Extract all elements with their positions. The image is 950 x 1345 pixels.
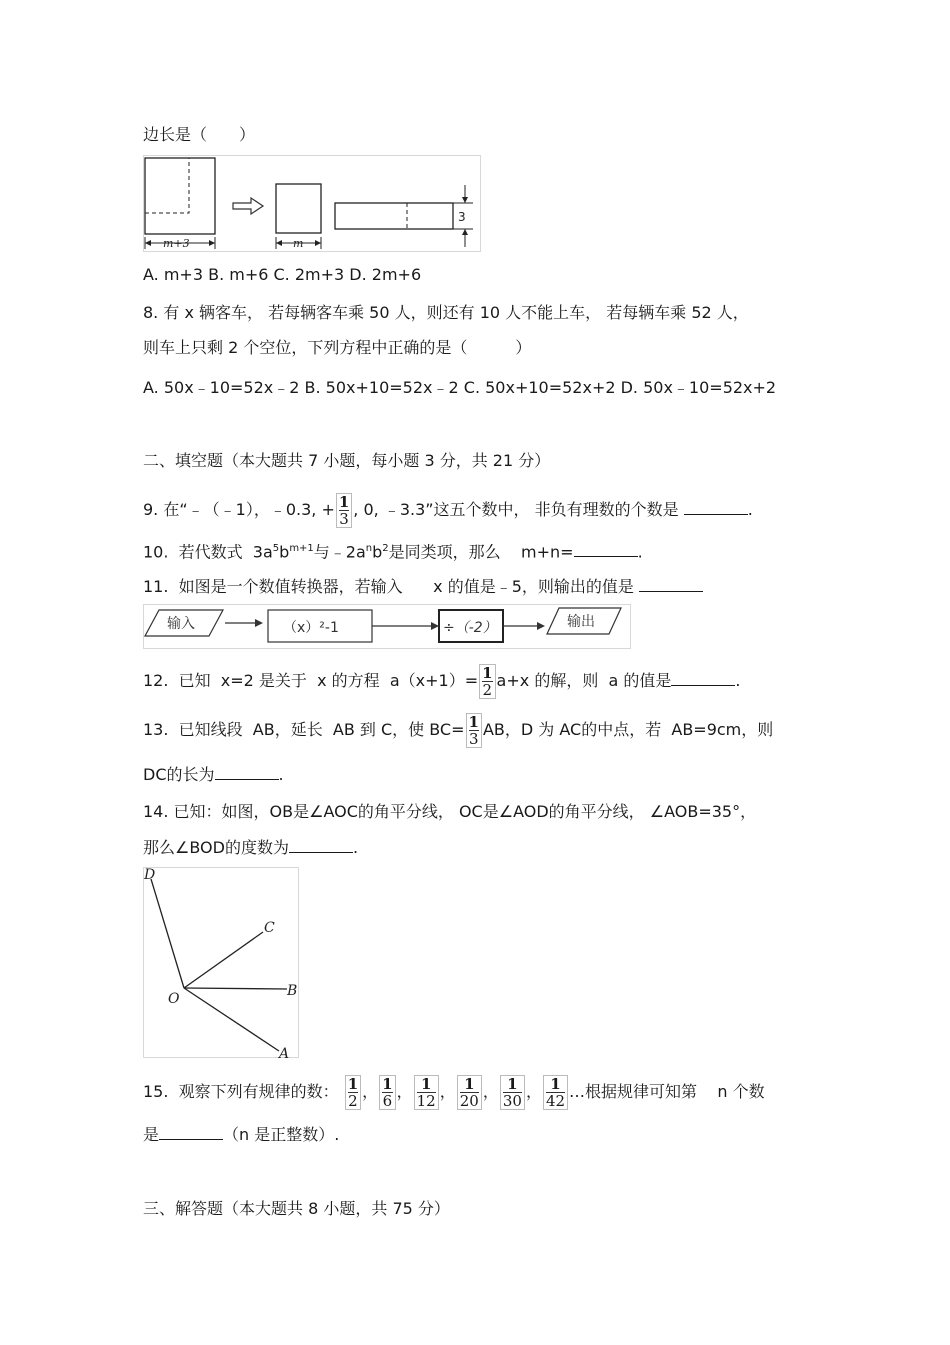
q15-fraction-1: $\frac{1}{2}$: [345, 1075, 361, 1110]
label-m3: m+3: [163, 237, 190, 250]
q14-angle-figure: [143, 867, 303, 1060]
q15-fraction-2: $\frac{1}{6}$: [379, 1075, 395, 1110]
q13: 13. 已知线段 AB，延长 AB 到 C，使 BC= $\frac{1}{3}$ AB，D 为 AC的中点，若 AB=9cm，则: [143, 713, 774, 748]
svg-text:B: B: [287, 983, 298, 999]
q12-answer-blank[interactable]: [671, 671, 735, 686]
q15-fraction-5: $\frac{1}{30}$: [500, 1075, 525, 1110]
q9-after: , 0, ﹣3.3”这五个数中， 非负有理数的个数是: [353, 500, 679, 519]
q14-line2: 那么∠BOD的度数为 .: [143, 838, 359, 857]
q7-options: A. m+3 B. m+6 C. 2m+3 D. 2m+6: [143, 265, 422, 284]
label-3: 3: [458, 210, 466, 224]
q8-line2: 则车上只剩 2 个空位，下列方程中正确的是（ ）: [143, 338, 532, 357]
ray-oc: [184, 932, 263, 988]
q9-fraction: $\frac{1}{3}$: [336, 493, 352, 528]
q12: 12. 已知 x=2 是关于 x 的方程 a（x+1）= $\frac{1}{2}$ a+x 的解，则 a 的值是 .: [143, 664, 741, 699]
q15-fraction-3: $\frac{1}{12}$: [414, 1075, 439, 1110]
q11-converter-figure: [143, 604, 633, 650]
q11-answer-blank[interactable]: [639, 577, 703, 592]
q14-line1: 14. 已知：如图，OB是∠AOC的角平分线， OC是∠AOD的角平分线， ∠AOB=35°，: [143, 802, 757, 821]
q9: 9. 在“﹣（﹣1），﹣0.3, + $\frac{1}{3}$ , 0, ﹣3.3”这五个数中， 非负有理数的个数是 .: [143, 493, 753, 528]
output-label: 输出: [567, 614, 595, 630]
section3-title: 三、解答题（本大题共 8 小题，共 75 分）: [143, 1199, 450, 1218]
ray-oa: [184, 988, 279, 1051]
q11: 11. 如图是一个数值转换器，若输入 x 的值是﹣5，则输出的值是: [143, 576, 703, 598]
section2-title: 二、填空题（本大题共 7 小题，每小题 3 分，共 21 分）: [143, 451, 551, 470]
label-m: m: [293, 237, 304, 250]
ray-od: [151, 879, 184, 988]
q15: 15. 观察下列有规律的数： $\frac{1}{2}$ ， $\frac{1}{6}$ ， $\frac{1}{12}$ ， $\frac{1}{20}$ ， $\frac{1}{30}$ ， $\frac{1}{42}$ …根据规律可知第 n 个数: [143, 1075, 765, 1110]
q15-fraction-4: $\frac{1}{20}$: [457, 1075, 482, 1110]
ray-ob: [184, 988, 287, 989]
q10-answer-blank[interactable]: [574, 542, 638, 557]
svg-text:D: D: [144, 867, 156, 883]
arrow-icon: [233, 198, 263, 214]
box1-label: （x）²-1: [283, 620, 339, 636]
q8-options: A. 50x﹣10=52x﹣2 B. 50x+10=52x﹣2 C. 50x+10=52x+2 D. 50x﹣10=52x+2: [143, 378, 777, 397]
q15-fraction-6: $\frac{1}{42}$: [543, 1075, 568, 1110]
input-label: 输入: [167, 616, 195, 632]
q13-fraction: $\frac{1}{3}$: [466, 713, 482, 748]
q15-line2: 是 （n 是正整数）.: [143, 1125, 340, 1144]
small-square: [276, 184, 321, 233]
q7-stem-tail: 边长是（ ）: [143, 125, 256, 144]
box2-label: ÷（-2）: [443, 620, 497, 636]
q9-answer-blank[interactable]: [684, 500, 748, 515]
q14-answer-blank[interactable]: [289, 838, 353, 853]
q8-line1: 8. 有 x 辆客车， 若每辆客车乘 50 人，则还有 10 人不能上车， 若每辆车乘 52 人，: [143, 303, 749, 322]
svg-text:C: C: [264, 920, 275, 936]
q9-before: 9. 在“﹣（﹣1），﹣0.3, +: [143, 500, 335, 519]
q13-answer-blank[interactable]: [215, 765, 279, 780]
q10: 10. 若代数式 $3a^5b^{m+1}$与$﹣2a^nb^2$是同类项，那么 m+n= .: [143, 542, 643, 562]
big-square: [145, 158, 215, 234]
q7-figure: [143, 155, 483, 253]
svg-text:A: A: [279, 1046, 290, 1060]
q15-answer-blank[interactable]: [159, 1125, 223, 1140]
q12-fraction: $\frac{1}{2}$: [479, 664, 495, 699]
q13-line2: DC的长为 .: [143, 765, 284, 784]
long-rectangle: [335, 203, 453, 229]
svg-text:O: O: [168, 991, 180, 1007]
